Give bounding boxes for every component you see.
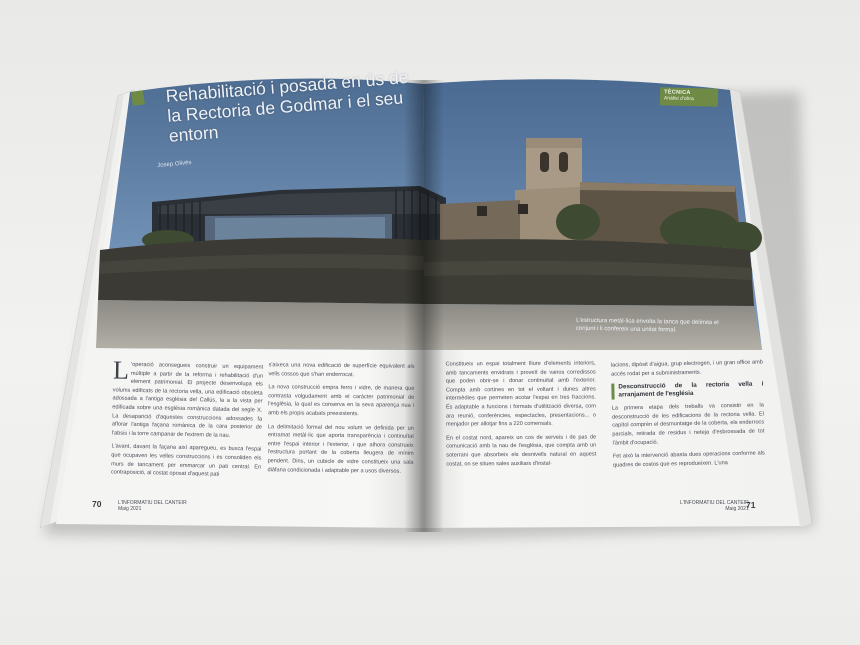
dropcap: L: [112, 355, 130, 385]
right-col2-para3: Fet això la intervenció abasta dues operacions conforme als quadres de costos que es reprodueixen. L'una: [612, 450, 765, 469]
gravel-ground-left: [96, 300, 424, 350]
right-col1-para1: Constitueix un espai totalment lliure d'elements interiors, amb tancaments envidrats i proveït de vanos corredissos que poden obrir-se i donar continuïtat amb l'exterior. Compta amb cortines en tot el voltant i dunes altres intermèdies que permeten acotar l'espai en tres fraccions. És adaptable a funcions i formats d'utilització diversa, com ara reunió, conferències, espectacles, presentacions... o menjador per allotjar fins a 220 comensals.: [445, 360, 597, 428]
section-subhead: Desconstrucció de la rectoria vella i arranjament de l'església: [611, 381, 763, 400]
right-text-column-2: [611, 358, 765, 475]
section-tag: [660, 87, 718, 107]
left-col2-para3: La delimitació formal del nou volum ve definida per un entramat metàl·lic que aporta transparència i continuïtat entre l'espai interior i l'exterior, i que alhora construeix l'estructura portant de la coberta lleugera de mínim pendent. Dins, un cubicle de vidre constitueix una sala diàfana condicionada i adaptable per a usos diversos.: [267, 423, 414, 475]
right-text-column-1: [446, 359, 597, 473]
footer-left-publication: L'INFORMATIU DEL CANTEIR: [118, 500, 187, 506]
footer-left-date: Maig 2021: [118, 506, 142, 512]
left-col2-para2: La nova construcció empra ferro i vidre, de manera que contrasta volgudament amb el caràcter patrimonial de l'església, la qual es conserva en la seva aparença nua i amb els propis acabats preexistents.: [268, 384, 415, 418]
left-text-column-2: [267, 361, 414, 481]
footer-right: [680, 500, 749, 512]
left-col1-para2: L'avant, davant la façana així aparegueu, es busca l'espai que ocupaven les velles construccions i es consoliden els murs de tancament per emmarcar un pati central. En contraposició, al costat oposat d'aquest pati: [110, 443, 262, 478]
page-number-left: 70: [92, 499, 102, 509]
footer-right-publication: L'INFORMATIU DEL CANTEIR: [680, 500, 749, 506]
article-author: Josep Olivés: [157, 160, 192, 169]
left-text-column-1: [110, 355, 264, 485]
footer-left: [118, 500, 187, 512]
photo-caption: L'estructura metàl·lica envolta la tanca que delimita el conjunt i li confereix una unitat formal.: [575, 317, 719, 334]
article-title: Rehabilitació i posada en ús de la Rectoria de Godmar i el seu entorn: [165, 66, 410, 146]
left-col1-para1: L 'operació aconsegueix construir un equipament múltiple a partir de la reforma i rehabilitació d'un element patrimonial. El projecte desenvolupa els volums edificats de la rectoria vella, una edificació obsoleta adossada a l'antiga església del Callús, la a la vista per edificada sobre una església romànica datada del segle X. La desaparició d'aquestes construccions adossades fa aflorar l'antiga façana romànica de la cara posterior de l'absis i la torre campanar de l'extrem de la nau.: [111, 355, 264, 439]
page-number-right: 71: [746, 500, 756, 510]
right-col2-para1: lacions, dipòsit d'aigua, grup electrogen, i un gran office amb accés rodat per a subministraments.: [610, 359, 763, 378]
section-tag-sub: Anàlisi d'obra: [663, 95, 694, 103]
left-col2-para1: s'aixeca una nova edificació de superfície equivalent als vells cossos que s'han enderrocat.: [268, 362, 415, 378]
footer-right-date: Maig 2021: [725, 506, 749, 512]
right-col2-para2: La primera etapa dels treballs va consistir en la desconstrucció de les edificacions de la rectoria vella. El capítol comprèn el desmuntatge de la coberta, els enderrocs parcials, retirada de residus i neteja d'esbrossada de tot l'àmbit d'ocupació.: [611, 402, 765, 447]
section-tag-label: TÈCNICA: [664, 89, 691, 97]
right-col1-para2: En el costat nord, apareix un cos de serveis i de pas de comunicació amb la nau de l'església, que compta amb un soterrani que absorbeix els desnivells natural en aquest costat, on se situen sales auxiliars d'instal·: [446, 434, 597, 468]
